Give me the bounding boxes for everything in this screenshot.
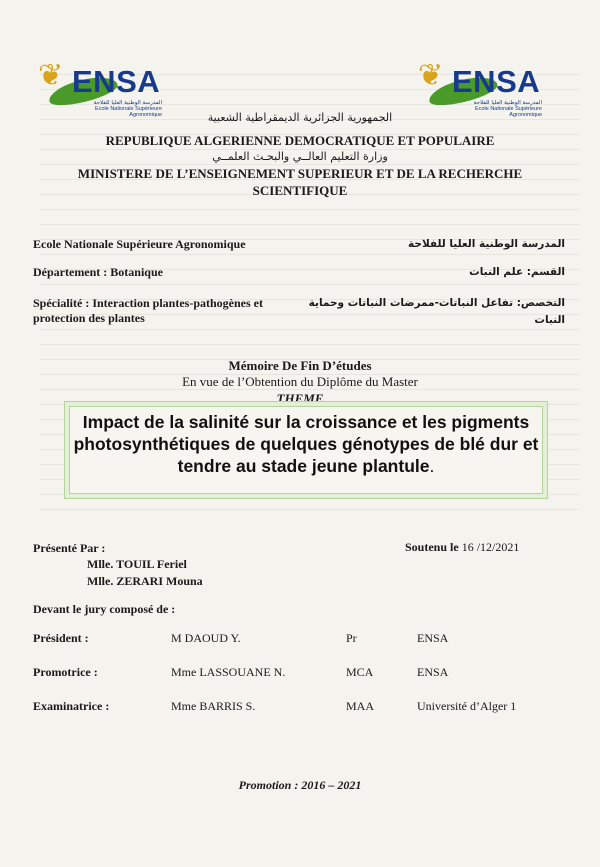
theme-box [69,406,543,494]
presented-label: Présenté Par : [33,541,106,555]
ministry-french-line1: MINISTERE DE L’ENSEIGNEMENT SUPERIEUR ET DE LA RECHERCHE [77,166,523,181]
speciality-fr-line1: Spécialité : Interaction plantes-pathogènes et [33,296,263,310]
jury-table [33,621,516,723]
jury-label: Devant le jury composé de : [33,602,176,616]
memoire-title: Mémoire De Fin D’études [228,358,372,373]
ministry-french-line2: SCIENTIFIQUE [252,183,348,198]
republic-arabic: الجمهورية الجزائرية الديمقراطية الشعبية [207,111,393,124]
republic-french: REPUBLIQUE ALGERIENNE DEMOCRATIQUE ET POPULAIRE [105,133,495,148]
speciality-ar-line1: التخصص: تفاعل النباتات-ممرضات النباتات وحماية [308,297,565,309]
department-fr: Département : Botanique [33,265,163,279]
ensa-logo-left: ❦ ENSA المدرسة الوطنية العليا للفلاحة Ecole Nationale Supérieure Agronomique [38,58,162,118]
school-name-ar: المدرسة الوطنية العليا للفلاحة [408,238,565,250]
defense-date: Soutenu le 16 /12/2021 [405,540,520,554]
wheat-icon: ❦ [418,58,444,93]
school-name-fr: Ecole Nationale Supérieure Agronomique [33,237,246,251]
speciality-fr-line2: protection des plantes [33,311,145,325]
student-2: Mlle. ZERARI Mouna [87,574,203,588]
theme-title: Impact de la salinité sur la croissance et les pigments photosynthétiques de quelques génotypes de blé dur et tendre au stade jeune plantule. [73,412,539,476]
promotion-years: Promotion : 2016 – 2021 [238,778,362,792]
jury-row-president: Président : M DAOUD Y. Pr ENSA [33,630,449,645]
ministry-arabic: وزارة التعليم العالــي والبحـث العلمــي [212,150,388,163]
ensa-logo-right: ❦ ENSA المدرسة الوطنية العليا للفلاحة Ecole Nationale Supérieure Agronomique [418,58,542,118]
jury-row-promotrice: Promotrice : Mme LASSOUANE N. MCA ENSA [33,664,449,679]
memoire-subtitle: En vue de l’Obtention du Diplôme du Master [182,374,418,389]
department-ar: القسم: علم النبات [469,266,565,278]
jury-row-examinatrice: Examinatrice : Mme BARRIS S. MAA Université d’Alger 1 [33,698,517,713]
wheat-icon: ❦ [38,58,64,93]
speciality-ar-line2: النبات [534,314,565,326]
theme-label: THEME [276,391,324,406]
student-1: Mlle. TOUIL Feriel [87,557,187,571]
